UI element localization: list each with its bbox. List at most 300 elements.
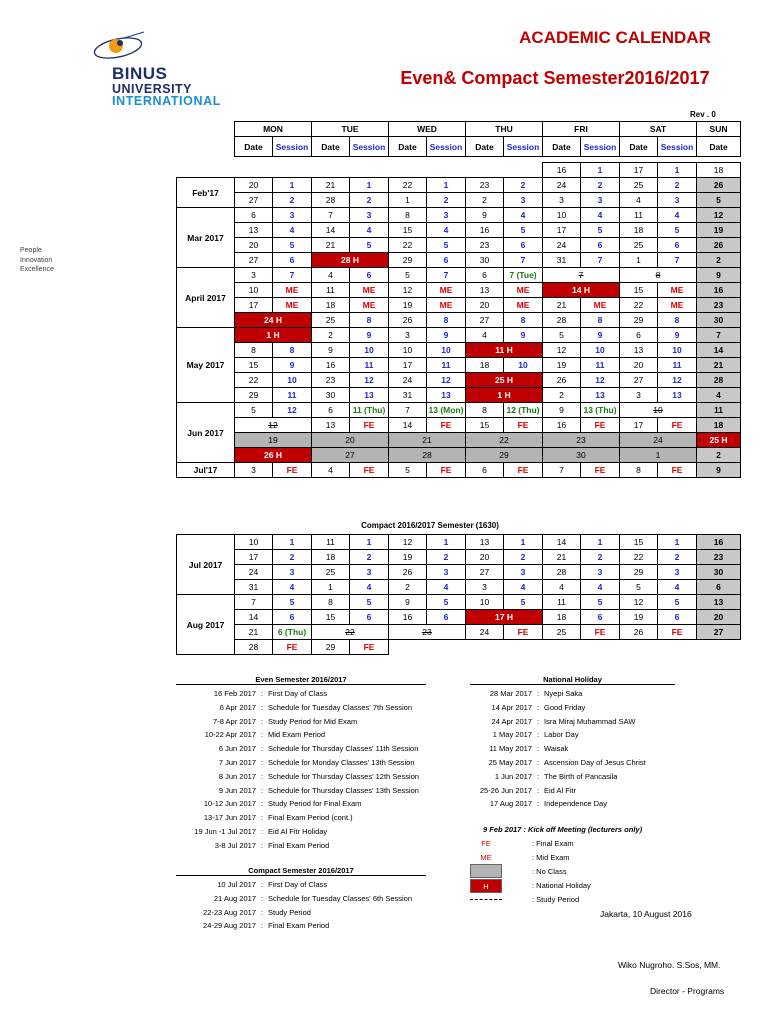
date-cell: 4 — [543, 580, 581, 595]
session-cell: 2 — [273, 550, 312, 565]
sunday-date-cell: 7 — [697, 328, 741, 343]
session-cell: 3 — [427, 565, 466, 580]
exam-cell: FE — [350, 418, 389, 433]
date-cell: 17 — [543, 223, 581, 238]
session-cell: 3 — [581, 565, 620, 580]
sunday-date-cell: 12 — [697, 208, 741, 223]
event-separator: : — [536, 785, 540, 795]
session-cell: 4 — [427, 223, 466, 238]
exam-cell: FE — [658, 418, 697, 433]
event-line — [176, 770, 419, 784]
session-cell: 2 — [350, 550, 389, 565]
binus-logo — [86, 28, 246, 108]
session-cell: 8 — [273, 343, 312, 358]
no-class-cell: 19 — [235, 433, 312, 448]
session-cell: 4 — [504, 208, 543, 223]
study-period-cell — [312, 625, 389, 640]
date-cell: 31 — [389, 388, 427, 403]
event-date: 6 Jun 2017 — [218, 744, 256, 754]
date-cell: 5 — [235, 403, 273, 418]
date-cell: 10 — [235, 535, 273, 550]
tagline-excellence: Excellence — [20, 266, 54, 273]
sunday-date-cell: 11 — [697, 403, 741, 418]
event-description: Schedule for Tuesday Classes' 7th Session — [268, 702, 413, 712]
session-cell: 10 — [427, 343, 466, 358]
event-separator: : — [260, 730, 264, 740]
session-cell: 1 — [658, 535, 697, 550]
empty-cell — [466, 163, 504, 178]
event-line — [456, 701, 646, 715]
sunday-date-cell: 18 — [697, 418, 741, 433]
date-cell: 26 — [389, 313, 427, 328]
session-cell: 7 — [427, 268, 466, 283]
month-label: Jul'17 — [177, 463, 235, 478]
event-date: 8 Jun 2017 — [218, 771, 256, 781]
date-cell: 31 — [543, 253, 581, 268]
event-description: Mid Exam Period — [268, 730, 326, 740]
date-cell: 3 — [389, 328, 427, 343]
session-cell: 3 — [427, 208, 466, 223]
date-cell: 3 — [235, 268, 273, 283]
session-cell: 5 — [427, 238, 466, 253]
legend-me-code: ME — [480, 853, 492, 862]
session-cell: 9 — [273, 358, 312, 373]
logo-university-text: UNIVERSITY — [112, 82, 193, 96]
compact-semester-events — [176, 878, 412, 933]
session-cell: 9 — [350, 328, 389, 343]
date-cell: 9 — [466, 208, 504, 223]
date-cell: 3 — [235, 463, 273, 478]
event-line — [456, 797, 646, 811]
day-header-thu: THU — [466, 122, 543, 137]
date-cell: 8 — [312, 595, 350, 610]
session-cell: 5 — [504, 223, 543, 238]
even-semester-events — [176, 687, 419, 853]
event-description: Eid Al Fitr — [544, 785, 577, 795]
holiday-cell: 25 H — [466, 373, 543, 388]
compact-semester-title: Compact Semester 2016/2017 — [176, 866, 426, 876]
legend-no-class-label: : No Class — [532, 867, 567, 876]
session-cell: 11 — [273, 388, 312, 403]
date-cell: 21 — [543, 298, 581, 313]
date-cell: 18 — [697, 163, 741, 178]
no-class-cell: 23 — [543, 433, 620, 448]
event-date: 9 Jun 2017 — [218, 785, 256, 795]
day-header-fri: FRI — [543, 122, 620, 137]
calendar-row — [177, 268, 741, 283]
date-cell: 13 — [312, 418, 350, 433]
sunday-date-cell: 30 — [697, 313, 741, 328]
calendar-row — [177, 283, 741, 298]
event-description: Good Friday — [544, 702, 586, 712]
sunday-date-cell: 5 — [697, 193, 741, 208]
date-cell: 27 — [235, 193, 273, 208]
day-header-tue: TUE — [312, 122, 389, 137]
event-description: Schedule for Thursday Classes' 13th Session — [268, 785, 419, 795]
date-cell: 16 — [543, 163, 581, 178]
session-cell: 5 — [658, 223, 697, 238]
session-cell: 9 — [581, 328, 620, 343]
date-cell: 20 — [235, 178, 273, 193]
date-cell: 20 — [466, 298, 504, 313]
corner-cell — [177, 122, 235, 137]
session-cell: 11 — [658, 358, 697, 373]
empty-cell — [389, 163, 427, 178]
calendar-row — [177, 463, 741, 478]
sunday-date-cell: 13 — [697, 595, 741, 610]
no-class-cell: 30 — [543, 448, 620, 463]
date-cell: 17 — [235, 298, 273, 313]
date-cell: 25 — [620, 178, 658, 193]
no-class-cell: 22 — [466, 433, 543, 448]
date-cell: 8 — [620, 463, 658, 478]
session-cell: 6 — [658, 238, 697, 253]
date-cell: 9 — [543, 403, 581, 418]
date-cell: 6 — [466, 268, 504, 283]
sunday-date-cell: 30 — [697, 565, 741, 580]
event-line — [176, 825, 419, 839]
empty-cell — [389, 640, 427, 655]
no-class-cell: 29 — [466, 448, 543, 463]
date-cell: 10 — [466, 595, 504, 610]
date-cell: 11 — [312, 535, 350, 550]
event-date: 16 Feb 2017 — [213, 689, 256, 698]
sunday-date-cell: 28 — [697, 373, 741, 388]
session-cell: 2 — [504, 178, 543, 193]
event-line — [176, 811, 419, 825]
calendar-row — [177, 208, 741, 223]
date-cell: 9 — [312, 343, 350, 358]
date-cell: 10 — [543, 208, 581, 223]
event-date: 24-29 Aug 2017 — [203, 921, 256, 931]
date-cell: 15 — [389, 223, 427, 238]
empty-cell — [235, 163, 273, 178]
date-cell: 17 — [620, 163, 658, 178]
legend-fe-code: FE — [481, 839, 491, 848]
study-period-cell — [620, 268, 697, 283]
date-cell: 25 — [543, 625, 581, 640]
national-holiday-events — [456, 687, 646, 811]
event-description: Ascension Day of Jesus Christ — [544, 757, 646, 767]
place-date: Jakarta, 10 August 2016 — [600, 909, 692, 919]
event-date: 22-23 Aug 2017 — [203, 907, 256, 917]
session-cell: 3 — [273, 208, 312, 223]
event-date: 19 Jun -1 Jul 2017 — [194, 826, 256, 836]
session-cell: 11 — [350, 358, 389, 373]
calendar-row — [177, 328, 741, 343]
date-cell: 27 — [466, 565, 504, 580]
session-cell: 3 — [350, 565, 389, 580]
session-cell: 1 — [504, 535, 543, 550]
no-class-cell: 28 — [389, 448, 466, 463]
event-line — [176, 756, 419, 770]
date-cell: 29 — [312, 640, 350, 655]
date-cell: 28 — [543, 313, 581, 328]
date-cell: 16 — [312, 358, 350, 373]
date-cell: 27 — [235, 253, 273, 268]
date-cell: 1 — [312, 580, 350, 595]
study-period-date: 7 — [578, 270, 584, 280]
empty-cell — [504, 163, 543, 178]
col-session: Session — [273, 137, 312, 157]
date-cell: 20 — [466, 550, 504, 565]
session-cell: 3 — [504, 565, 543, 580]
corner-cell — [177, 137, 235, 157]
date-cell: 24 — [466, 625, 504, 640]
date-cell: 25 — [312, 313, 350, 328]
event-separator: : — [260, 771, 264, 781]
date-cell: 7 — [389, 403, 427, 418]
session-cell: 8 — [581, 313, 620, 328]
date-cell: 22 — [620, 550, 658, 565]
date-cell: 2 — [543, 388, 581, 403]
session-cell: 3 — [504, 193, 543, 208]
calendar-row — [177, 550, 741, 565]
event-description: Study Period for Mid Exam — [268, 716, 358, 726]
event-description: Eid Al Fitr Holiday — [268, 826, 328, 836]
session-cell: 5 — [581, 595, 620, 610]
session-cell: 10 — [504, 358, 543, 373]
calendar-row — [177, 223, 741, 238]
col-date: Date — [389, 137, 427, 157]
legend-me-text: Mid Exam — [536, 853, 570, 862]
date-cell: 5 — [389, 268, 427, 283]
date-cell: 6 — [312, 403, 350, 418]
calendar-row — [177, 388, 741, 403]
exam-cell: ME — [427, 283, 466, 298]
exam-cell: ME — [427, 298, 466, 313]
date-cell: 30 — [466, 253, 504, 268]
session-cell: 4 — [581, 580, 620, 595]
date-cell: 23 — [466, 238, 504, 253]
date-cell: 18 — [466, 358, 504, 373]
session-cell: 7 — [581, 253, 620, 268]
event-separator: : — [536, 730, 540, 740]
no-class-cell: 1 — [620, 448, 697, 463]
session-cell: 2 — [350, 193, 389, 208]
session-cell: 4 — [273, 580, 312, 595]
date-cell: 3 — [543, 193, 581, 208]
date-cell: 13 — [235, 223, 273, 238]
even-calendar-body — [177, 163, 741, 478]
date-cell: 16 — [466, 223, 504, 238]
month-label: Jun 2017 — [177, 403, 235, 463]
date-cell: 21 — [312, 178, 350, 193]
calendar-row — [177, 610, 741, 625]
study-period-date: 22 — [345, 627, 355, 637]
session-cell: 6 — [350, 268, 389, 283]
legend-no-class-swatch — [470, 864, 502, 878]
date-cell: 18 — [543, 610, 581, 625]
date-cell: 17 — [389, 358, 427, 373]
date-cell: 26 — [620, 625, 658, 640]
event-separator: : — [260, 785, 264, 795]
empty-cell — [620, 640, 658, 655]
session-cell: 12 — [273, 403, 312, 418]
col-date: Date — [543, 137, 581, 157]
calendar-row — [177, 178, 741, 193]
date-cell: 26 — [389, 565, 427, 580]
legend-holiday-label: : National Holiday — [532, 881, 591, 890]
date-cell: 31 — [235, 580, 273, 595]
session-cell: 1 — [427, 178, 466, 193]
event-date: 25 May 2017 — [488, 757, 532, 767]
date-cell: 24 — [543, 238, 581, 253]
replacement-session-cell: 6 (Thu) — [273, 625, 312, 640]
event-date: 11 May 2017 — [489, 744, 532, 754]
event-date: 10-22 Apr 2017 — [204, 730, 256, 740]
date-cell: 26 — [543, 373, 581, 388]
corner-cell — [177, 163, 235, 178]
event-date: 14 Apr 2017 — [491, 702, 532, 712]
session-cell: 1 — [350, 178, 389, 193]
legend-study-text: Study Period — [536, 895, 580, 904]
session-cell: 2 — [427, 193, 466, 208]
session-cell: 4 — [581, 208, 620, 223]
event-date: 10-12 Jun 2017 — [203, 799, 256, 809]
date-cell: 17 — [620, 418, 658, 433]
session-cell: 10 — [273, 373, 312, 388]
date-cell: 18 — [620, 223, 658, 238]
exam-cell: FE — [350, 463, 389, 478]
empty-cell — [543, 640, 581, 655]
exam-cell: FE — [658, 463, 697, 478]
session-cell: 2 — [504, 550, 543, 565]
event-date: 7 Jun 2017 — [218, 757, 256, 767]
event-date: 1 Jun 2017 — [494, 771, 532, 781]
event-line — [176, 878, 412, 892]
session-cell: 5 — [504, 595, 543, 610]
date-cell: 7 — [312, 208, 350, 223]
sunday-date-cell: 6 — [697, 580, 741, 595]
session-cell: 3 — [658, 565, 697, 580]
no-class-cell: 21 — [389, 433, 466, 448]
session-cell: 3 — [581, 193, 620, 208]
exam-cell: FE — [581, 463, 620, 478]
session-cell: 7 — [273, 268, 312, 283]
date-cell: 1 — [620, 253, 658, 268]
even-semester-title: Even Semester 2016/2017 — [176, 675, 426, 685]
date-cell: 22 — [620, 298, 658, 313]
sunday-date-cell: 2 — [697, 253, 741, 268]
event-description: Schedule for Thursday Classes' 12th Session — [268, 771, 419, 781]
study-period-cell — [235, 418, 312, 433]
event-separator: : — [260, 757, 264, 767]
event-date: 3-8 Jul 2017 — [214, 840, 256, 850]
replacement-session-cell: 13 (Mon) — [427, 403, 466, 418]
exam-cell: FE — [504, 463, 543, 478]
date-cell: 5 — [620, 580, 658, 595]
date-cell: 14 — [312, 223, 350, 238]
exam-cell: ME — [658, 283, 697, 298]
event-line — [456, 742, 646, 756]
col-session: Session — [427, 137, 466, 157]
session-cell: 4 — [658, 580, 697, 595]
event-line — [176, 701, 419, 715]
date-cell: 2 — [312, 328, 350, 343]
event-line — [176, 839, 419, 853]
event-description: Labor Day — [544, 730, 579, 740]
calendar-row — [177, 403, 741, 418]
session-cell: 9 — [658, 328, 697, 343]
event-description: Study Period — [268, 907, 311, 917]
session-cell: 11 — [581, 358, 620, 373]
calendar-row — [177, 625, 741, 640]
session-cell: 1 — [658, 163, 697, 178]
event-separator: : — [260, 893, 264, 903]
session-cell: 5 — [350, 238, 389, 253]
date-cell: 29 — [389, 253, 427, 268]
legend-study-label: : Study Period — [532, 895, 580, 904]
replacement-session-cell: 12 (Thu) — [504, 403, 543, 418]
holiday-cell: 26 H — [235, 448, 312, 463]
event-separator: : — [536, 744, 540, 754]
date-cell: 18 — [312, 298, 350, 313]
session-cell: 13 — [658, 388, 697, 403]
date-cell: 29 — [235, 388, 273, 403]
date-cell: 10 — [235, 283, 273, 298]
session-cell: 8 — [350, 313, 389, 328]
session-cell: 2 — [581, 550, 620, 565]
date-cell: 20 — [620, 358, 658, 373]
exam-cell: FE — [273, 463, 312, 478]
event-line — [176, 919, 412, 933]
empty-cell — [697, 640, 741, 655]
date-cell: 19 — [389, 298, 427, 313]
empty-cell — [504, 640, 543, 655]
empty-cell — [658, 640, 697, 655]
date-cell: 13 — [466, 535, 504, 550]
study-period-cell — [389, 625, 466, 640]
sunday-date-cell: 16 — [697, 535, 741, 550]
event-line — [176, 784, 419, 798]
calendar-row — [177, 253, 741, 268]
session-cell: 12 — [350, 373, 389, 388]
session-cell: 6 — [427, 253, 466, 268]
event-description: Final Exam Period (cont.) — [268, 813, 353, 823]
session-cell: 2 — [658, 178, 697, 193]
session-cell: 1 — [427, 535, 466, 550]
study-period-cell — [620, 403, 697, 418]
signer-role: Director - Programs — [650, 986, 725, 996]
session-cell: 5 — [658, 595, 697, 610]
empty-cell — [273, 163, 312, 178]
national-holiday-title: National Holiday — [470, 675, 675, 685]
page-title: ACADEMIC CALENDAR — [519, 28, 711, 47]
session-cell: 9 — [427, 328, 466, 343]
session-cell: 10 — [581, 343, 620, 358]
date-cell: 5 — [543, 328, 581, 343]
sunday-date-cell: 14 — [697, 343, 741, 358]
calendar-row — [177, 358, 741, 373]
event-separator: : — [536, 689, 540, 698]
sunday-date-cell: 23 — [697, 550, 741, 565]
date-cell: 17 — [235, 550, 273, 565]
date-cell: 22 — [389, 238, 427, 253]
event-line — [456, 715, 646, 729]
calendar-row — [177, 535, 741, 550]
date-cell: 3 — [466, 580, 504, 595]
date-cell: 7 — [543, 463, 581, 478]
session-cell: 3 — [273, 565, 312, 580]
event-date: 1 May 2017 — [492, 730, 532, 740]
col-session: Session — [658, 137, 697, 157]
date-cell: 21 — [312, 238, 350, 253]
event-separator: : — [260, 716, 264, 726]
compact-calendar-body — [177, 535, 741, 655]
replacement-session-cell: 13 (Thu) — [581, 403, 620, 418]
session-cell: 4 — [427, 580, 466, 595]
